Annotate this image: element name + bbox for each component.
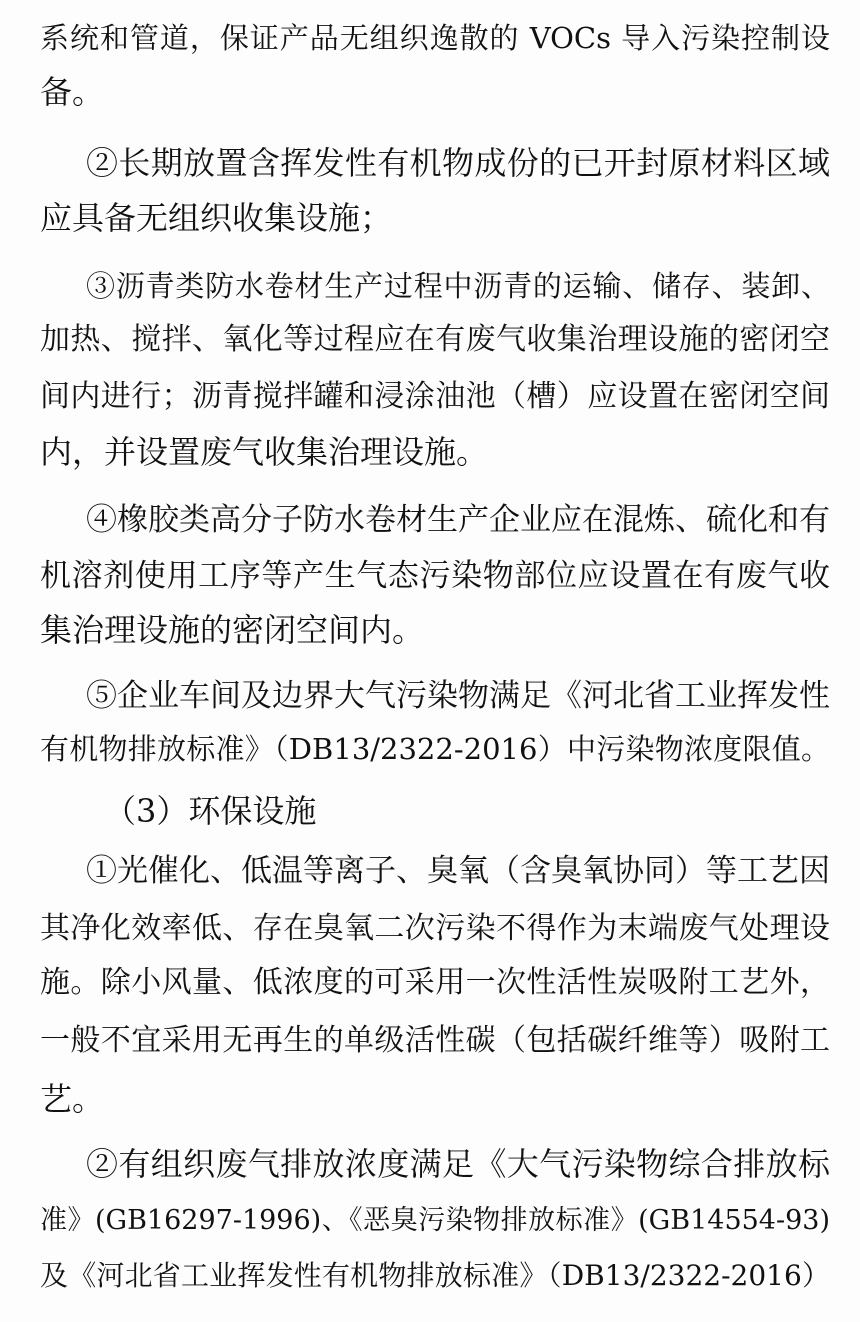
text-line: ④橡胶类高分子防水卷材生产企业应在混炼、硫化和有 — [86, 502, 830, 538]
text-line: ①光催化、低温等离子、臭氧（含臭氧协同）等工艺因 — [86, 853, 830, 889]
text-line: 系统和管道，保证产品无组织逸散的 VOCs 导入污染控制设 — [40, 21, 830, 55]
text-line: ②长期放置含挥发性有机物成份的已开封原材料区域 — [86, 144, 830, 182]
section-heading-text: （3）环保设施 — [104, 792, 317, 830]
text-line: 机溶剂使用工序等产生气态污染物部位应设置在有废气收 — [40, 558, 830, 594]
text-line: 及《河北省工业挥发性有机物排放标准》（DB13/2322-2016） — [40, 1259, 830, 1292]
text-line: 施。除小风量、低浓度的可采用一次性活性炭吸附工艺外， — [40, 965, 830, 1000]
text-line: 间内进行；沥青搅拌罐和浸涂油池（槽）应设置在密闭空间 — [40, 379, 830, 414]
text-line: 有机物排放标准》（DB13/2322-2016）中污染物浓度限值。 — [40, 732, 830, 766]
text-line: 准》(GB16297-1996)、《恶臭污染物排放标准》(GB14554-93) — [40, 1205, 830, 1236]
text-line: 集治理设施的密闭空间内。 — [40, 611, 425, 649]
text-line: ②有组织废气排放浓度满足《大气污染物综合排放标 — [86, 1145, 830, 1183]
text-line: 应具备无组织收集设施； — [40, 199, 393, 237]
text-line: ③沥青类防水卷材生产过程中沥青的运输、储存、装卸、 — [86, 269, 830, 303]
text-line: 备。 — [40, 73, 105, 111]
text-line: 内，并设置废气收集治理设施。 — [40, 433, 489, 471]
text-line: 其净化效率低、存在臭氧二次污染不得作为末端废气处理设 — [40, 911, 830, 946]
text-line: 加热、搅拌、氧化等过程应在有废气收集治理设施的密闭空 — [40, 322, 830, 357]
text-line: 艺。 — [40, 1080, 105, 1118]
text-line: ⑤企业车间及边界大气污染物满足《河北省工业挥发性 — [86, 678, 830, 714]
text-line: 一般不宜采用无再生的单级活性碳（包括碳纤维等）吸附工 — [40, 1023, 830, 1058]
